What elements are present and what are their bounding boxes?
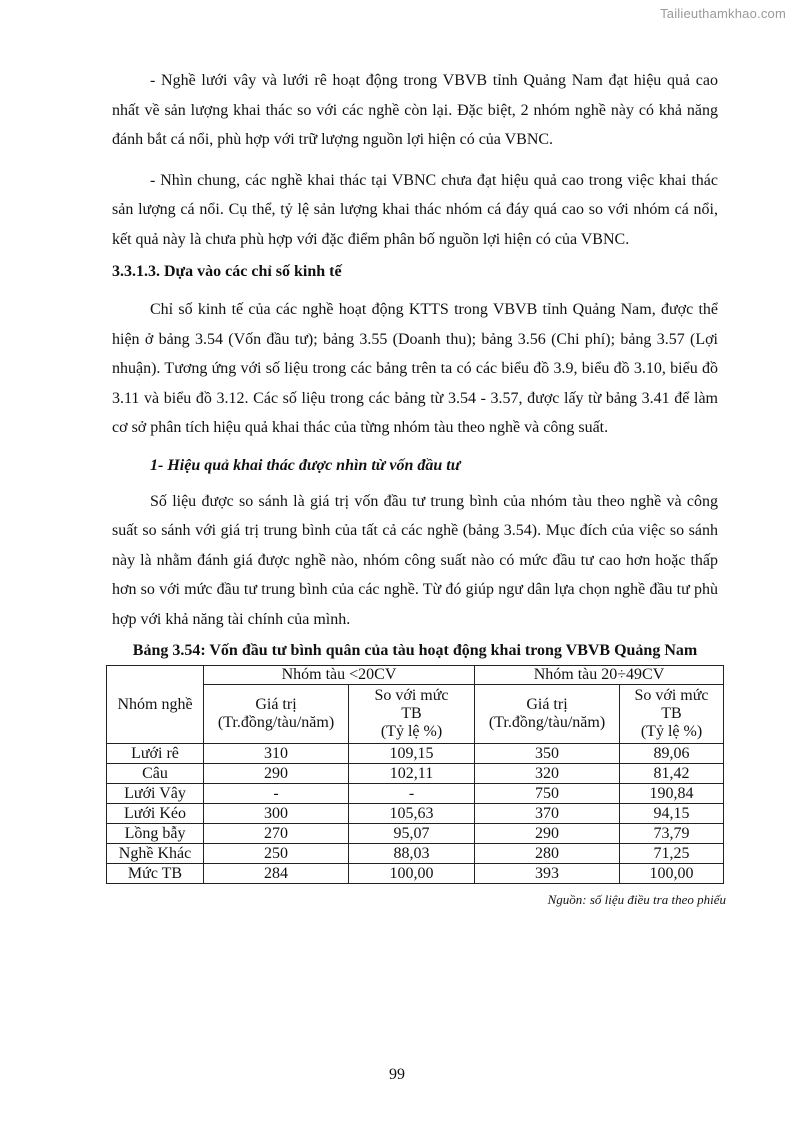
value-header-line2: (Tr.đồng/tàu/năm) [217,714,335,731]
value-header-line1: Giá trị [255,696,297,713]
ratio-header-line2: TB [401,705,422,722]
paragraph-2: - Nhìn chung, các nghề khai thác tại VBNC chưa đạt hiệu quả cao trong việc khai thác sản lượng cá nổi. Cụ thể, tỷ lệ sản lượng khai thác nhóm cá đáy quá cao so với nhóm cá nổi, kết quả này là chưa phù hợp với đặc điểm phân bố nguồn lợi hiện có của VBNC. [112,171,718,248]
row-value-1: - [204,784,349,804]
row-ratio-1: 88,03 [349,844,475,864]
row-value-1: 270 [204,824,349,844]
row-ratio-2: 100,00 [620,864,724,884]
ratio-header-2 [620,685,724,744]
row-value-2: 350 [475,744,620,764]
row-name: Lưới Kéo [107,804,204,824]
row-name: Lồng bẫy [107,824,204,844]
table-row [107,764,724,784]
group-col-header [107,666,204,744]
ratio-header-line1: So với mức [634,687,709,704]
row-name: Mức TB [107,864,204,884]
row-value-2: 280 [475,844,620,864]
table-row [107,784,724,804]
row-ratio-1: - [349,784,475,804]
group2-header: Nhóm tàu 20÷49CV [475,666,724,685]
row-ratio-2: 81,42 [620,764,724,784]
section-heading: 3.3.1.3. Dựa vào các chỉ số kinh tế [112,263,342,280]
row-value-1: 310 [204,744,349,764]
paragraph-3: Chỉ số kinh tế của các nghề hoạt động KTTS trong VBVB tỉnh Quảng Nam, được thể hiện ở bảng 3.54 (Vốn đầu tư); bảng 3.55 (Doanh thu); bảng 3.56 (Chi phí); bảng 3.57 (Lợi nhuận). Tương ứng với số liệu trong các bảng trên ta có các biểu đồ 3.9, biểu đồ 3.10, biểu đồ 3.11 và biểu đồ 3.12. Các số liệu trong các bảng từ 3.54 - 3.57, được lấy từ bảng 3.41 để làm cơ sở phân tích hiệu quả khai thác của từng nhóm tàu theo nghề và công suất. [112,301,718,436]
row-ratio-2: 71,25 [620,844,724,864]
row-value-1: 290 [204,764,349,784]
row-name: Nghề Khác [107,844,204,864]
watermark: Tailieuthamkhao.com [660,6,786,21]
investment-table [106,665,724,884]
page-content [112,66,726,908]
table-source: Nguồn: số liệu điều tra theo phiếu [547,892,726,907]
row-ratio-2: 190,84 [620,784,724,804]
group-col-label: Nhóm nghề [117,695,193,713]
ratio-header-line3: (Tỷ lệ %) [380,723,443,740]
row-value-2: 290 [475,824,620,844]
row-ratio-1: 109,15 [349,744,475,764]
value-header-2 [475,685,620,744]
row-value-2: 393 [475,864,620,884]
row-ratio-1: 102,11 [349,764,475,784]
ratio-header-line3: (Tỷ lệ %) [640,723,703,740]
row-name: Câu [107,764,204,784]
subheading: 1- Hiệu quả khai thác được nhìn từ vốn đầu tư [150,456,461,474]
row-value-2: 370 [475,804,620,824]
paragraph-4: Số liệu được so sánh là giá trị vốn đầu tư trung bình của nhóm tàu theo nghề và công suất so sánh với giá trị trung bình của tất cả các nghề (bảng 3.54). Mục đích của việc so sánh này là nhằm đánh giá được nghề nào, nhóm công suất nào có mức đầu tư cao hơn hoặc thấp hơn so với mức đầu tư trung bình của các nghề. Từ đó giúp ngư dân lựa chọn nghề đầu tư phù hợp với khả năng tài chính của mình. [112,492,718,628]
value-header-line1: Giá trị [526,696,568,713]
table-row [107,804,724,824]
row-ratio-2: 94,15 [620,804,724,824]
row-ratio-2: 73,79 [620,824,724,844]
table-caption: Bảng 3.54: Vốn đầu tư bình quân của tàu hoạt động khai trong VBVB Quảng Nam [132,642,698,659]
row-ratio-1: 95,07 [349,824,475,844]
table-header-row [107,666,724,685]
row-value-2: 320 [475,764,620,784]
row-name: Lưới rê [107,744,204,764]
table-row [107,744,724,764]
row-value-2: 750 [475,784,620,804]
value-header-1 [204,685,349,744]
row-name: Lưới Vây [107,784,204,804]
table-row [107,844,724,864]
table-row [107,824,724,844]
ratio-header-1 [349,685,475,744]
row-ratio-2: 89,06 [620,744,724,764]
row-value-1: 250 [204,844,349,864]
ratio-header-line1: So với mức [374,687,449,704]
row-ratio-1: 105,63 [349,804,475,824]
paragraph-1: - Nghề lưới vây và lưới rê hoạt động trong VBVB tỉnh Quảng Nam đạt hiệu quả cao nhất về sản lượng khai thác so với các nghề còn lại. Đặc biệt, 2 nhóm nghề này có khả năng đánh bắt cá nổi, phù hợp với trữ lượng nguồn lợi hiện có của VBNC. [112,72,718,148]
value-header-line2: (Tr.đồng/tàu/năm) [488,714,606,731]
page-number: 99 [389,1066,405,1083]
row-value-1: 300 [204,804,349,824]
group1-header: Nhóm tàu <20CV [204,666,475,685]
row-ratio-1: 100,00 [349,864,475,884]
table-row [107,864,724,884]
row-value-1: 284 [204,864,349,884]
ratio-header-line2: TB [661,705,682,722]
